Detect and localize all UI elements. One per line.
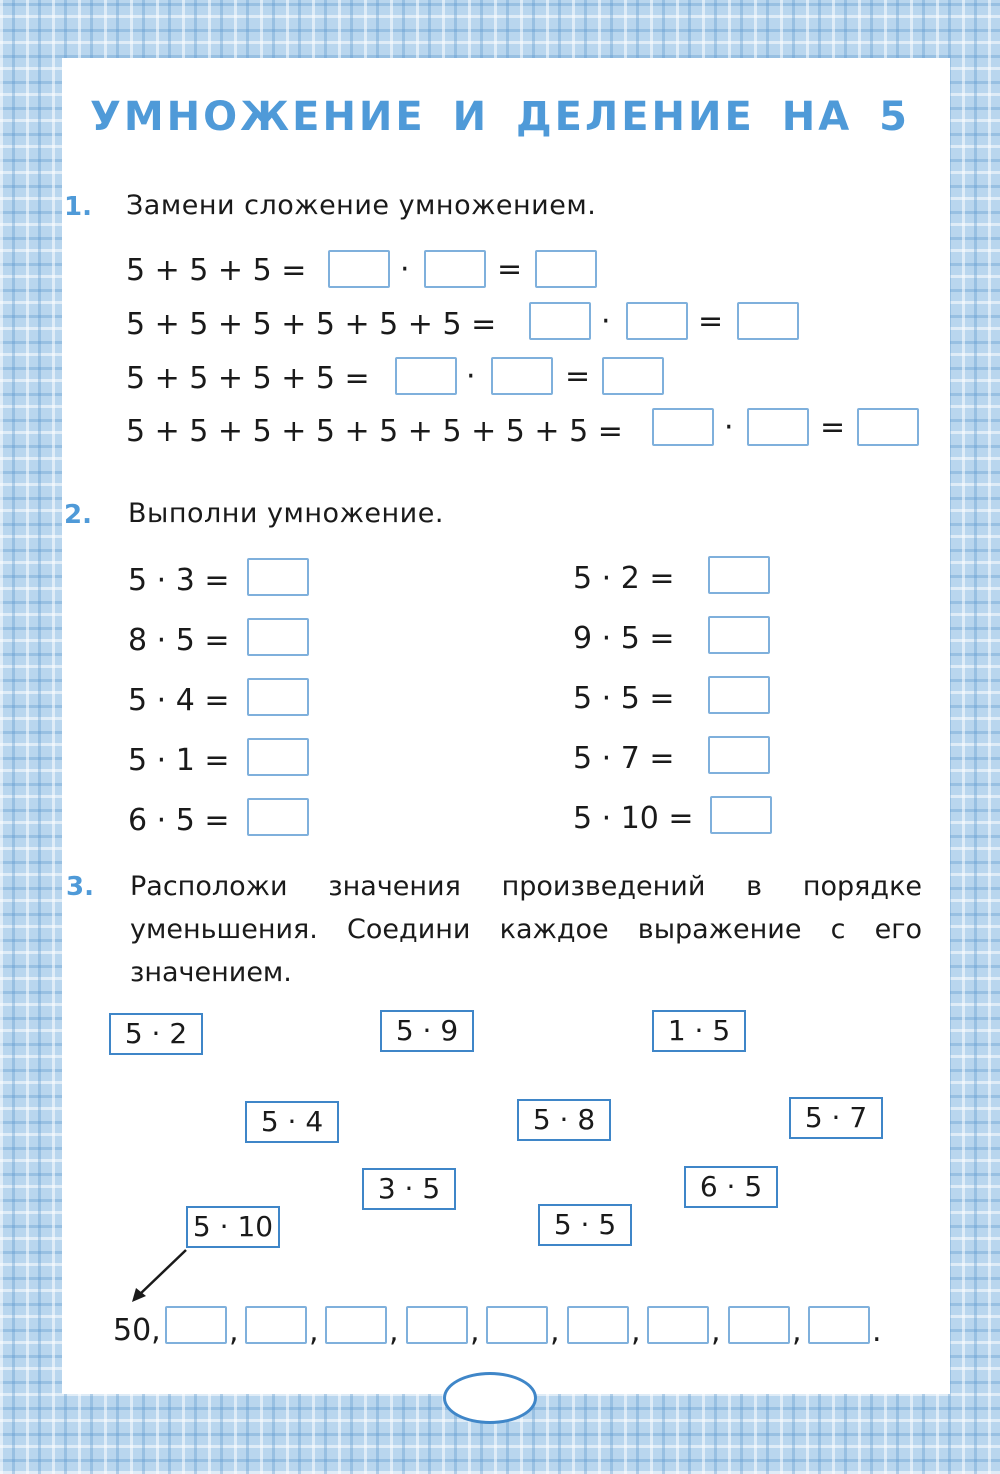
page-title: УМНОЖЕНИЕ И ДЕЛЕНИЕ НА 5	[90, 94, 910, 140]
expression-card-5x9[interactable]: 5 · 9	[380, 1010, 474, 1052]
sequence-period: .	[872, 1314, 882, 1349]
task2-instruction: Выполни умножение.	[128, 498, 444, 529]
page-number-oval	[443, 1372, 537, 1424]
task2-number: 2.	[64, 500, 92, 530]
task1-row4-expression: 5 + 5 + 5 + 5 + 5 + 5 + 5 + 5 =	[126, 414, 623, 449]
expression-card-5x7[interactable]: 5 · 7	[789, 1097, 883, 1139]
sequence-comma-8: ,	[792, 1314, 802, 1349]
task1-row2-equals: =	[698, 304, 724, 339]
task2-left-expression-5: 6 · 5 =	[128, 803, 230, 838]
sequence-box-3[interactable]	[325, 1306, 387, 1344]
task2-right-expression-4: 5 · 7 =	[573, 741, 675, 776]
task2-left-expression-1: 5 · 3 =	[128, 563, 230, 598]
sequence-comma-3: ,	[389, 1314, 399, 1349]
task1-instruction: Замени сложение умножением.	[126, 190, 597, 221]
task2-right-answer-box-4[interactable]	[708, 736, 770, 774]
connector-arrow	[120, 1244, 200, 1314]
task1-row2-factor1-box[interactable]	[529, 302, 591, 340]
expression-card-1x5[interactable]: 1 · 5	[652, 1010, 746, 1052]
task1-row4-dot: ·	[724, 410, 734, 445]
task2-left-answer-box-1[interactable]	[247, 558, 309, 596]
task2-left-answer-box-4[interactable]	[247, 738, 309, 776]
task2-left-expression-2: 8 · 5 =	[128, 623, 230, 658]
task1-row4-result-box[interactable]	[857, 408, 919, 446]
sequence-box-2[interactable]	[245, 1306, 307, 1344]
sequence-first-value: 50,	[113, 1313, 161, 1348]
sequence-box-6[interactable]	[567, 1306, 629, 1344]
sequence-box-7[interactable]	[647, 1306, 709, 1344]
task1-row2-dot: ·	[601, 304, 611, 339]
task1-row1-dot: ·	[400, 252, 410, 287]
sequence-box-5[interactable]	[486, 1306, 548, 1344]
expression-card-5x4[interactable]: 5 · 4	[245, 1101, 339, 1143]
task3-number: 3.	[66, 872, 94, 902]
task1-row1-result-box[interactable]	[535, 250, 597, 288]
sequence-comma-4: ,	[470, 1314, 480, 1349]
sequence-comma-2: ,	[309, 1314, 319, 1349]
task1-row1-equals: =	[497, 252, 523, 287]
sequence-box-8[interactable]	[728, 1306, 790, 1344]
task2-left-answer-box-3[interactable]	[247, 678, 309, 716]
task2-right-answer-box-5[interactable]	[710, 796, 772, 834]
task1-row3-factor2-box[interactable]	[491, 357, 553, 395]
sequence-comma-1: ,	[229, 1314, 239, 1349]
task2-left-answer-box-2[interactable]	[247, 618, 309, 656]
task2-left-expression-4: 5 · 1 =	[128, 743, 230, 778]
task1-row2-result-box[interactable]	[737, 302, 799, 340]
expression-card-5x5[interactable]: 5 · 5	[538, 1204, 632, 1246]
task1-row3-factor1-box[interactable]	[395, 357, 457, 395]
task1-row4-factor2-box[interactable]	[747, 408, 809, 446]
task1-row2-factor2-box[interactable]	[626, 302, 688, 340]
task2-right-answer-box-2[interactable]	[708, 616, 770, 654]
task3-instruction: Расположи значения произведений в порядке уменьшения. Соедини каждое выражение с его значением.	[130, 871, 922, 988]
expression-card-5x8[interactable]: 5 · 8	[517, 1099, 611, 1141]
task1-number: 1.	[64, 192, 92, 222]
task1-row1-factor2-box[interactable]	[424, 250, 486, 288]
task1-row3-expression: 5 + 5 + 5 + 5 =	[126, 361, 370, 396]
sequence-box-4[interactable]	[406, 1306, 468, 1344]
expression-card-5x2[interactable]: 5 · 2	[109, 1013, 203, 1055]
task2-right-expression-5: 5 · 10 =	[573, 801, 694, 836]
task1-row1-expression: 5 + 5 + 5 =	[126, 253, 307, 288]
task2-right-answer-box-1[interactable]	[708, 556, 770, 594]
task1-row3-result-box[interactable]	[602, 357, 664, 395]
task2-right-expression-1: 5 · 2 =	[573, 561, 675, 596]
task2-left-answer-box-5[interactable]	[247, 798, 309, 836]
sequence-comma-7: ,	[711, 1314, 721, 1349]
task1-row2-expression: 5 + 5 + 5 + 5 + 5 + 5 =	[126, 307, 497, 342]
expression-card-3x5[interactable]: 3 · 5	[362, 1168, 456, 1210]
task1-row1-factor1-box[interactable]	[328, 250, 390, 288]
expression-card-6x5[interactable]: 6 · 5	[684, 1166, 778, 1208]
task2-left-expression-3: 5 · 4 =	[128, 683, 230, 718]
sequence-box-1[interactable]	[165, 1306, 227, 1344]
task2-right-expression-3: 5 · 5 =	[573, 681, 675, 716]
task2-right-answer-box-3[interactable]	[708, 676, 770, 714]
task1-row4-factor1-box[interactable]	[652, 408, 714, 446]
task2-right-expression-2: 9 · 5 =	[573, 621, 675, 656]
task1-row4-equals: =	[820, 410, 846, 445]
expression-card-5x10[interactable]: 5 · 10	[186, 1206, 280, 1248]
sequence-comma-5: ,	[550, 1314, 560, 1349]
sequence-box-9[interactable]	[808, 1306, 870, 1344]
task1-row3-dot: ·	[466, 359, 476, 394]
task1-row3-equals: =	[565, 359, 591, 394]
sequence-comma-6: ,	[631, 1314, 641, 1349]
